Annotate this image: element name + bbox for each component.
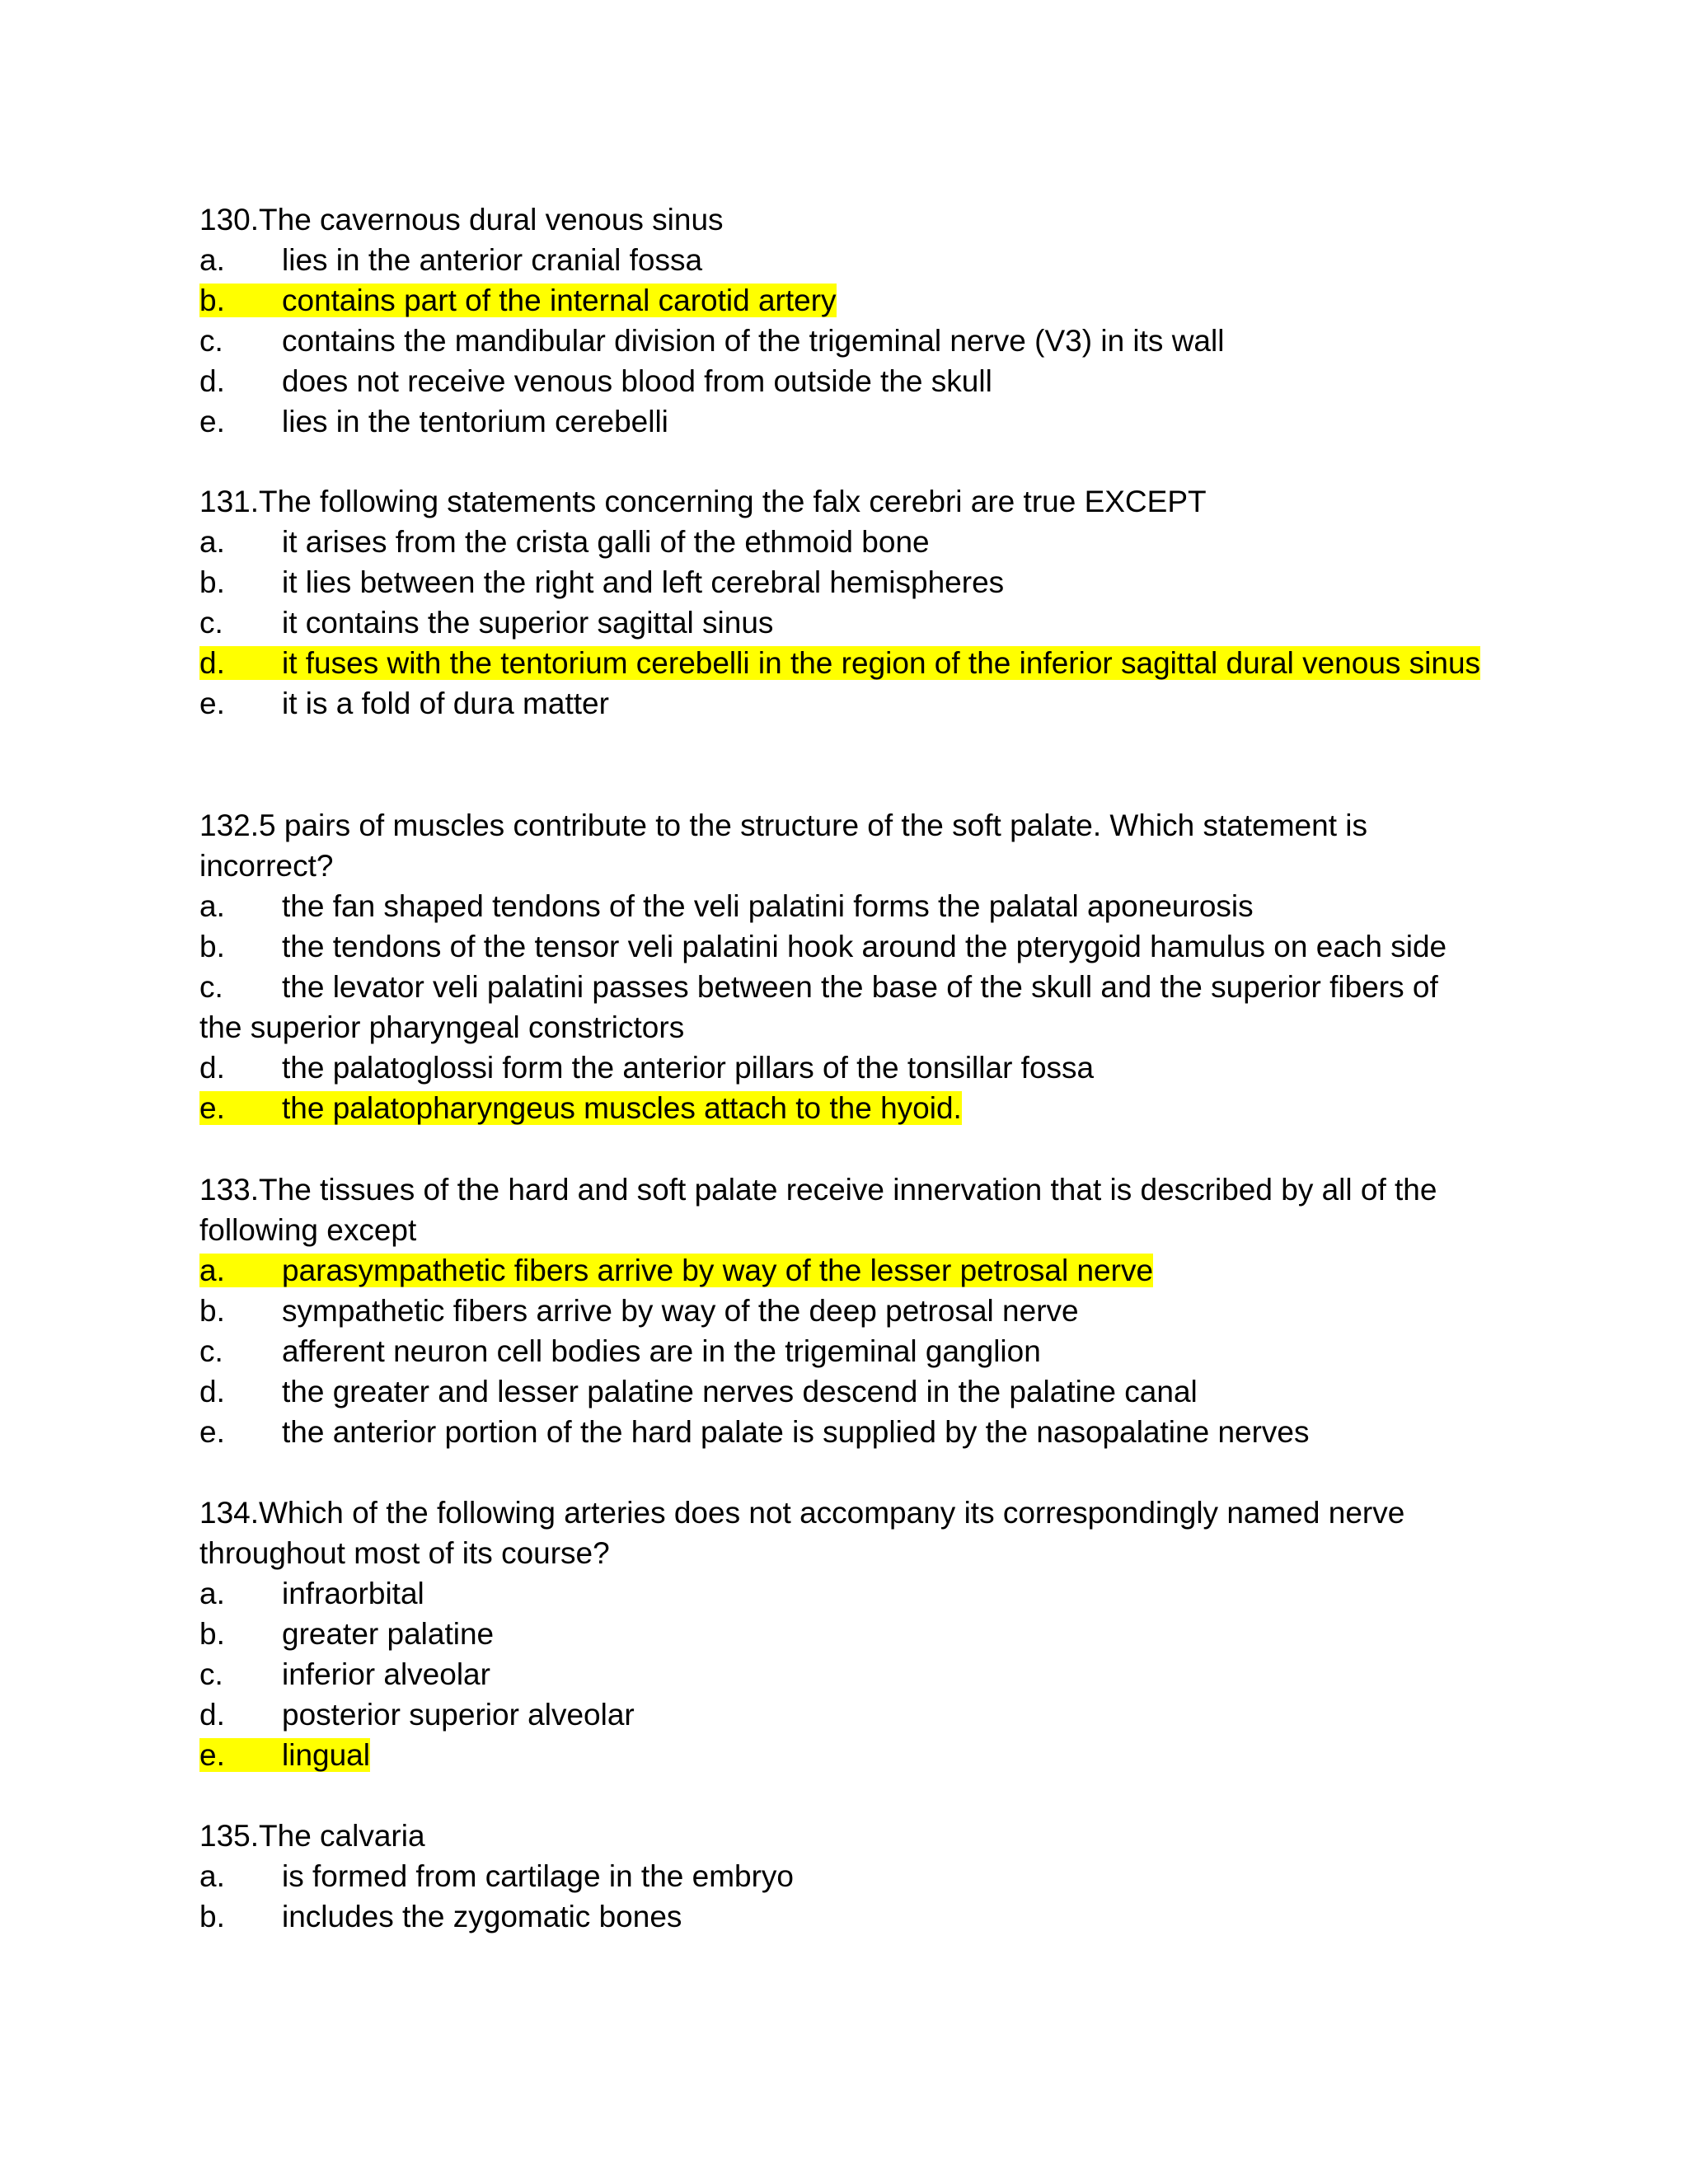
option-d <box>199 1047 1485 1088</box>
option-d <box>199 361 1485 401</box>
option-text: afferent neuron cell bodies are in the trigeminal ganglion <box>282 1334 1041 1368</box>
option-c <box>199 1654 1485 1694</box>
option-text: inferior alveolar <box>282 1657 490 1691</box>
option-letter: b. <box>199 930 225 963</box>
option-text: the tendons of the tensor veli palatini hook around the pterygoid hamulus on each side <box>282 930 1447 963</box>
option-c <box>199 967 1485 1047</box>
option-text: the anterior portion of the hard palate is supplied by the nasopalatine nerves <box>282 1415 1310 1449</box>
option-letter: e. <box>199 687 225 720</box>
option-letter: d. <box>199 1375 225 1408</box>
option-a <box>199 240 1485 280</box>
option-b <box>199 1896 1485 1937</box>
option-text: lies in the tentorium cerebelli <box>282 405 668 438</box>
option-letter: a. <box>199 1859 225 1893</box>
option-letter: c. <box>199 606 223 640</box>
option-letter: b. <box>199 1900 225 1933</box>
option-letter: c. <box>199 970 223 1004</box>
option-a <box>199 886 1485 926</box>
question-132 <box>199 805 1485 1128</box>
question-stem: 134.Which of the following arteries does not accompany its correspondingly named nerve throughout most of its course? <box>199 1496 1405 1570</box>
option-letter: d. <box>199 1051 225 1085</box>
option-text: infraorbital <box>282 1577 424 1610</box>
option-text: is formed from cartilage in the embryo <box>282 1859 795 1893</box>
option-letter: a. <box>199 1577 225 1610</box>
question-133 <box>199 1169 1485 1452</box>
question-stem: 130.The cavernous dural venous sinus <box>199 203 724 237</box>
option-text: it is a fold of dura matter <box>282 687 609 720</box>
option-b-highlighted <box>199 280 1485 321</box>
question-stem: 132.5 pairs of muscles contribute to the structure of the soft palate. Which statement is incorrect? <box>199 808 1367 883</box>
option-letter: d. <box>199 646 225 680</box>
question-134 <box>199 1493 1485 1775</box>
option-b <box>199 562 1485 602</box>
option-text: it fuses with the tentorium cerebelli in the region of the inferior sagittal dural venous sinus <box>282 646 1481 680</box>
option-d-highlighted <box>199 643 1485 683</box>
option-text: the palatoglossi form the anterior pillars of the tonsillar fossa <box>282 1051 1095 1085</box>
option-a <box>199 522 1485 562</box>
option-e-highlighted <box>199 1088 1485 1128</box>
option-letter: e. <box>199 1091 225 1125</box>
question-stem: 131.The following statements concerning the falx cerebri are true EXCEPT <box>199 485 1207 518</box>
option-text: the fan shaped tendons of the veli palatini forms the palatal aponeurosis <box>282 889 1254 923</box>
question-131 <box>199 481 1485 724</box>
option-text: posterior superior alveolar <box>282 1698 635 1732</box>
option-text: includes the zygomatic bones <box>282 1900 682 1933</box>
option-letter: b. <box>199 284 225 317</box>
option-e <box>199 1412 1485 1452</box>
option-letter: c. <box>199 1657 223 1691</box>
option-letter: e. <box>199 405 225 438</box>
option-text: it contains the superior sagittal sinus <box>282 606 774 640</box>
question-stem: 133.The tissues of the hard and soft palate receive innervation that is described by all of the following except <box>199 1173 1437 1247</box>
option-letter: b. <box>199 565 225 599</box>
option-text: parasympathetic fibers arrive by way of the lesser petrosal nerve <box>282 1254 1154 1287</box>
option-letter: d. <box>199 364 225 398</box>
option-d <box>199 1694 1485 1735</box>
option-e <box>199 401 1485 442</box>
option-text: contains part of the internal carotid artery <box>282 284 837 317</box>
option-letter: a. <box>199 525 225 559</box>
option-letter: e. <box>199 1738 225 1772</box>
option-a-highlighted <box>199 1250 1485 1291</box>
question-135 <box>199 1816 1485 1937</box>
option-text: it lies between the right and left cerebral hemispheres <box>282 565 1005 599</box>
option-text: the greater and lesser palatine nerves descend in the palatine canal <box>282 1375 1198 1408</box>
option-text: sympathetic fibers arrive by way of the deep petrosal nerve <box>282 1294 1079 1328</box>
option-text: it arises from the crista galli of the ethmoid bone <box>282 525 930 559</box>
option-letter: b. <box>199 1617 225 1651</box>
option-a <box>199 1573 1485 1614</box>
option-c <box>199 602 1485 643</box>
option-b <box>199 1291 1485 1331</box>
option-c <box>199 1331 1485 1371</box>
option-letter: a. <box>199 889 225 923</box>
option-letter: a. <box>199 243 225 277</box>
option-letter: e. <box>199 1415 225 1449</box>
question-130 <box>199 199 1485 442</box>
option-text: contains the mandibular division of the trigeminal nerve (V3) in its wall <box>282 324 1225 358</box>
option-letter: d. <box>199 1698 225 1732</box>
option-d <box>199 1371 1485 1412</box>
option-letter: c. <box>199 324 223 358</box>
question-stem: 135.The calvaria <box>199 1819 425 1853</box>
option-letter: a. <box>199 1254 225 1287</box>
option-letter: c. <box>199 1334 223 1368</box>
option-e <box>199 683 1485 724</box>
option-text: the palatopharyngeus muscles attach to the hyoid. <box>282 1091 962 1125</box>
option-e-highlighted <box>199 1735 1485 1775</box>
option-a <box>199 1856 1485 1896</box>
option-letter: b. <box>199 1294 225 1328</box>
option-c <box>199 321 1485 361</box>
option-text: lingual <box>282 1738 370 1772</box>
option-text: greater palatine <box>282 1617 495 1651</box>
option-b <box>199 926 1485 967</box>
option-text: lies in the anterior cranial fossa <box>282 243 703 277</box>
option-text: the levator veli palatini passes between the base of the skull and the superior fibers of the superior pharyngeal constrictors <box>199 970 1438 1044</box>
option-text: does not receive venous blood from outside the skull <box>282 364 992 398</box>
option-b <box>199 1614 1485 1654</box>
